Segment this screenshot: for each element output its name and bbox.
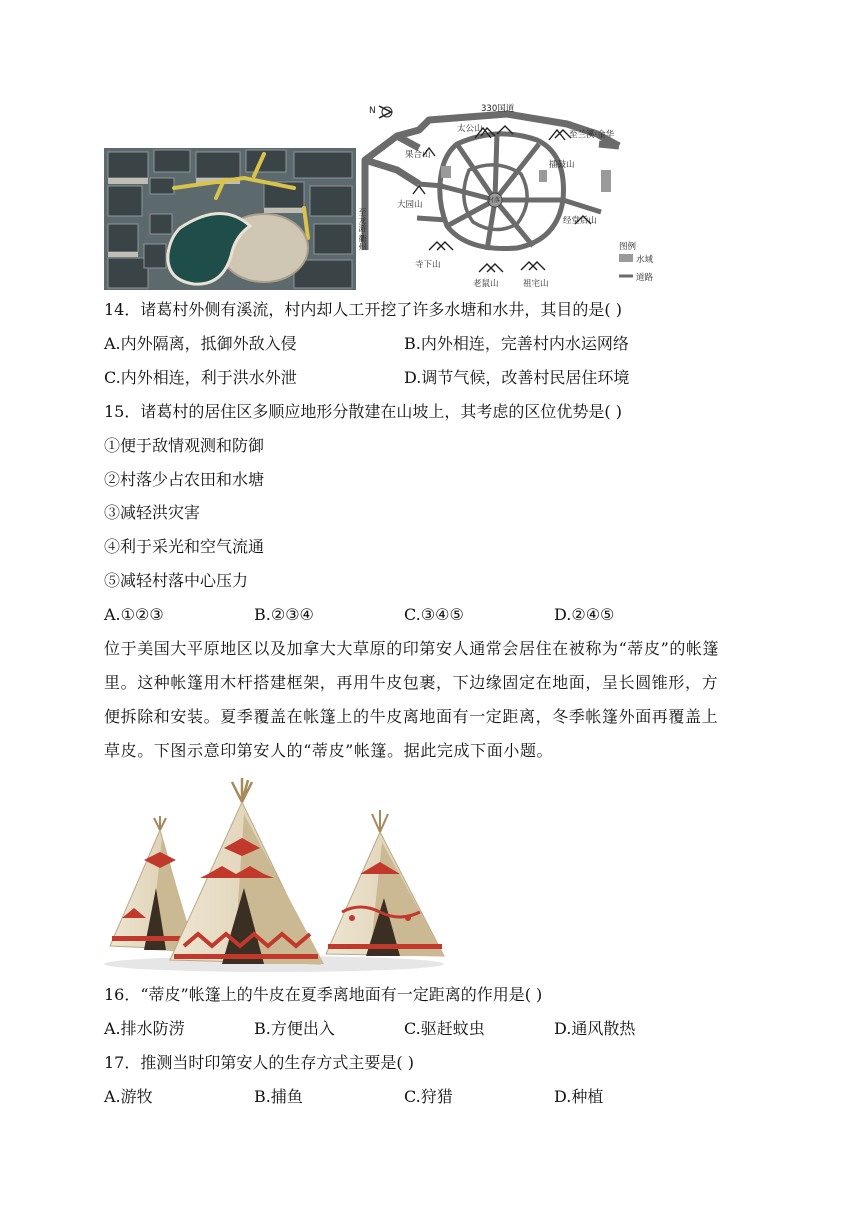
q17-option-c: C.狩猎 <box>404 1087 453 1106</box>
map-mountain-label: 寺下山 <box>415 260 441 270</box>
q15-option-c: C.③④⑤ <box>404 605 464 624</box>
map-to-lanxi-label: 至兰溪·金华 <box>569 130 615 140</box>
question-17-stem: 17．推测当时印第安人的生存方式主要是( ) <box>104 1053 414 1072</box>
q17-option-b: B.捕鱼 <box>254 1087 303 1106</box>
aerial-photo-illustration <box>104 148 356 290</box>
village-map <box>357 100 657 290</box>
q15-item: ④利于采光和空气流通 <box>104 537 265 556</box>
tipi-drawing <box>104 778 446 972</box>
q14-option-a: A.内外隔离，抵御外敌入侵 <box>104 334 297 353</box>
q17-option-d: D.种植 <box>554 1087 604 1106</box>
map-mountain-label: 果合山 <box>405 150 431 160</box>
aerial-village-photo <box>104 148 356 290</box>
passage-line: 里。这种帐篷用木杆搭建框架，再用牛皮包裹，下边缘固定在地面，呈长圆锥形，方 <box>104 673 719 692</box>
q17-option-a: A.游牧 <box>104 1087 153 1106</box>
map-legend-water: 水域 <box>636 255 654 265</box>
q15-option-a: A.①②③ <box>104 605 164 624</box>
passage-line: 位于美国大平原地区以及加拿大大草原的印第安人通常会居住在被称为“蒂皮”的帐篷 <box>104 639 720 658</box>
passage-line: 草皮。下图示意印第安人的“蒂皮”帐篷。据此完成下面小题。 <box>104 741 554 760</box>
q15-item: ③减轻洪灾害 <box>104 503 201 522</box>
q15-item: ①便于敌情观测和防御 <box>104 436 265 455</box>
q16-option-d: D.通风散热 <box>554 1019 636 1038</box>
map-north-label: N <box>369 106 376 116</box>
map-mountain-label: 老鼠山 <box>473 279 499 289</box>
map-mountain-label: 经堂后山 <box>563 216 598 226</box>
q16-option-c: C.驱赶蚊虫 <box>404 1019 485 1038</box>
q16-option-a: A.排水防涝 <box>104 1019 185 1038</box>
q14-option-b: B.内外相连，完善村内水运网络 <box>404 334 629 353</box>
q15-option-b: B.②③④ <box>254 605 314 624</box>
map-mountain-label: 太公山 <box>457 124 483 134</box>
question-14-stem: 14．诸葛村外侧有溪流，村内却人工开挖了许多水塘和水井，其目的是( ) <box>104 300 622 319</box>
q15-option-d: D.②④⑤ <box>554 605 615 624</box>
q15-item: ②村落少占农田和水塘 <box>104 470 265 489</box>
map-mountain-label: 大园山 <box>397 200 423 210</box>
q15-item: ⑤减轻村落中心压力 <box>104 571 249 590</box>
passage-line: 便拆除和安装。夏季覆盖在帐篷上的牛皮离地面有一定距离，冬季帐篷外面再覆盖上 <box>104 707 719 726</box>
map-center-label: 村落 <box>488 197 501 204</box>
map-legend-road: 道路 <box>636 273 654 283</box>
map-road-330-label: 330国道 <box>481 104 515 114</box>
map-to-longyou-label: 至龙游·衢州 <box>358 208 367 251</box>
tipi-tents-illustration <box>104 778 446 972</box>
passage-paragraph <box>104 632 756 768</box>
question-16-stem: 16．“蒂皮”帐篷上的牛皮在夏季离地面有一定距离的作用是( ) <box>104 985 543 1004</box>
map-mountain-label: 祖宅山 <box>523 279 549 289</box>
q14-option-c: C.内外相连，利于洪水外泄 <box>104 368 297 387</box>
q16-option-b: B.方便出入 <box>254 1019 335 1038</box>
question-15-stem: 15．诸葛村的居住区多顺应地形分散建在山坡上，其考虑的区位优势是( ) <box>104 402 622 421</box>
map-legend-title: 图例 <box>619 242 637 252</box>
map-mountain-label: 擂鼓山 <box>549 160 575 170</box>
q14-option-d: D.调节气候，改善村民居住环境 <box>404 368 630 387</box>
